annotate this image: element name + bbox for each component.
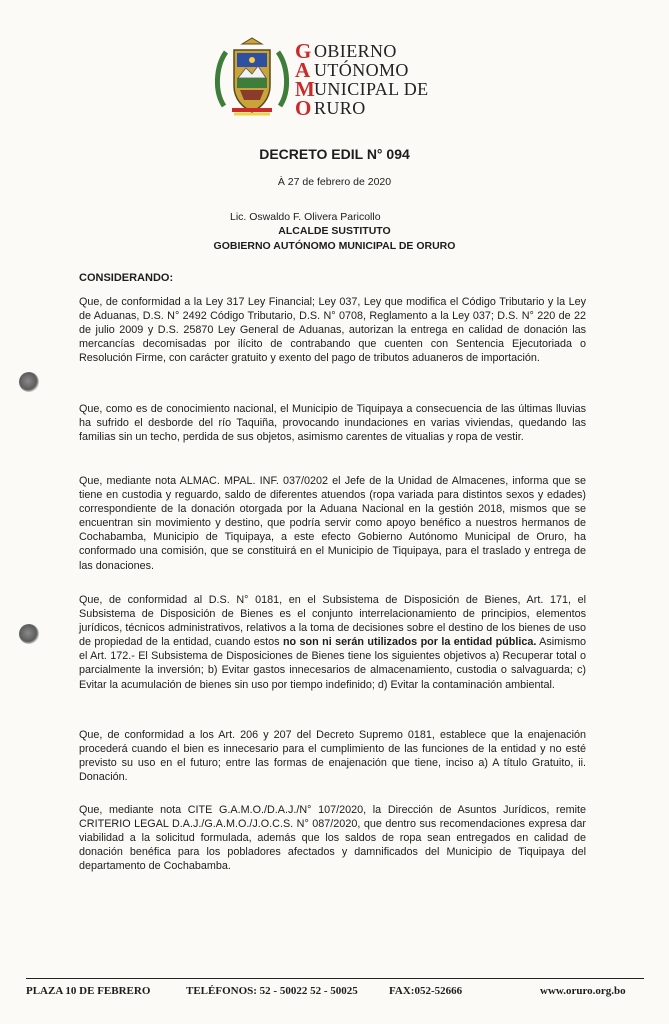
paragraph-1: Que, de conformidad a la Ley 317 Ley Financial; Ley 037, Ley que modifica el Código Tributario y la Ley de Aduanas, D.S. N° 2492 Código Tributario, D.S. N° 0708, Reglamento a la Ley 037; D.S. N° 220 de 22 de julio 2009 y D.S. 25870 Ley General de Aduanas, autorizan la entrega en calidad de donación las mercancías decomisadas por ilícito de contrabando que cuenten con Sentencia Ejecutoriada o Resolución Firme, con carácter gratuito y exento del pago de tributos aduaneros de importación. [79, 296, 586, 365]
paragraph-5: Que, de conformidad a los Art. 206 y 207 del Decreto Supremo 0181, establece que la enajenación procederá cuando el bien es innecesario para el cumplimiento de las funciones de la entidad y no esté previsto su uso en el futuro; entre las formas de enajenación que tiene, inciso a) A título Gratuito, ii. Donación. [79, 729, 586, 784]
signatory-role: ALCALDE SUSTITUTO [278, 225, 391, 237]
paragraph-4-text-a: Que, de conformidad al D.S. N° 0181, en el Subsistema de Disposición de Bienes, Art. 171, el Subsistema de Disposición de Bienes es el conjunto interrelacionamiento de principios, elementos jurídicos, técnicos administrativos, relativos a la toma de decisiones sobre el destino de los bienes de uso de propiedad de la entidad, cuando estos [79, 594, 586, 649]
paragraph-4-text-b: Asimismo el Art. 172.- El Subsistema de Disposiciones de Bienes tiene los siguientes objetivos a) Recuperar total o parcialmente la inversión; b) Evitar gastos innecesarios de almacenamiento, custodia o salvaguarda; c) Evitar la acumulación de bienes sin uso por tiempo indefinido; d) Evitar la contaminación ambiental. [79, 636, 586, 691]
footer-fax: FAX:052-52666 [389, 985, 463, 997]
acronym-letter-a: A [295, 58, 311, 82]
wordmark-line-4: RURO [314, 98, 366, 118]
section-heading: CONSIDERANDO: [79, 272, 174, 284]
signatory-org: GOBIERNO AUTÓNOMO MUNICIPAL DE ORURO [213, 240, 456, 252]
punch-hole [19, 372, 39, 392]
paragraph-6: Que, mediante nota CITE G.A.M.O./D.A.J./N° 107/2020, la Dirección de Asuntos Jurídicos, remite CRITERIO LEGAL D.A.J./G.A.M.O./J.O.C.S. N° 087/2020, que dentro sus recomendaciones expresa dar viabilidad a la solicitud formulada, además que los saldos de ropa sean entregados en calidad de donación benéfica para los pobladores afectados y damnificados del Municipio de Tiquipaya del departamento de Cochabamba. [79, 804, 586, 873]
footer-phones: TELÉFONOS: 52 - 50022 52 - 50025 [186, 985, 358, 997]
letterhead [212, 34, 472, 124]
acronym-letter-g: G [295, 39, 312, 63]
decree-date: À 27 de febrero de 2020 [277, 176, 392, 188]
acronym-letters [295, 39, 315, 120]
wordmark-line-3: UNICIPAL DE [314, 79, 429, 99]
footer-website[interactable]: www.oruro.org.bo [540, 985, 626, 997]
coat-of-arms-icon [212, 36, 292, 120]
government-wordmark [314, 42, 484, 118]
wordmark-line-2: UTÓNOMO [314, 60, 409, 80]
footer-address: PLAZA 10 DE FEBRERO [26, 985, 151, 997]
footer-divider [26, 978, 644, 979]
signatory-name: Lic. Oswaldo F. Olivera Paricollo [230, 211, 381, 223]
acronym-letter-o: O [295, 96, 312, 120]
decree-title: DECRETO EDIL N° 094 [259, 146, 410, 162]
punch-hole [19, 624, 39, 644]
acronym-letter-m: M [295, 77, 315, 101]
wordmark-line-1: OBIERNO [314, 41, 397, 61]
paragraph-3: Que, mediante nota ALMAC. MPAL. INF. 037/0202 el Jefe de la Unidad de Almacenes, informa que se tiene en custodia y reguardo, saldo de diferentes atuendos (ropa variada para distintos sexos y edades) correspondiente de la donación otorgada por la Aduana Nacional en la gestión 2018, mismos que se encuentran sin movimiento y destino, que podría servir como apoyo benéfico a nuestros hermanos de Cochabamba, Municipio de Tiquipaya, a este efecto Gobierno Autónomo Municipal de Oruro, ha conformado una comisión, que se constituirá en el Municipio de Tiquipaya, para el traslado y entrega de las donaciones. [79, 475, 586, 572]
paragraph-4 [79, 593, 586, 692]
paragraph-2: Que, como es de conocimiento nacional, el Municipio de Tiquipaya a consecuencia de las últimas lluvias ha sufrido el desborde del río Taquiña, provocando inundaciones en varias viviendas, quedando las familias sin un techo, perdida de sus objetos, asimismo carentes de vitualias y ropa de vestir. [79, 403, 586, 444]
paragraph-4-bold: no son ni serán utilizados por la entidad pública. [282, 636, 537, 649]
